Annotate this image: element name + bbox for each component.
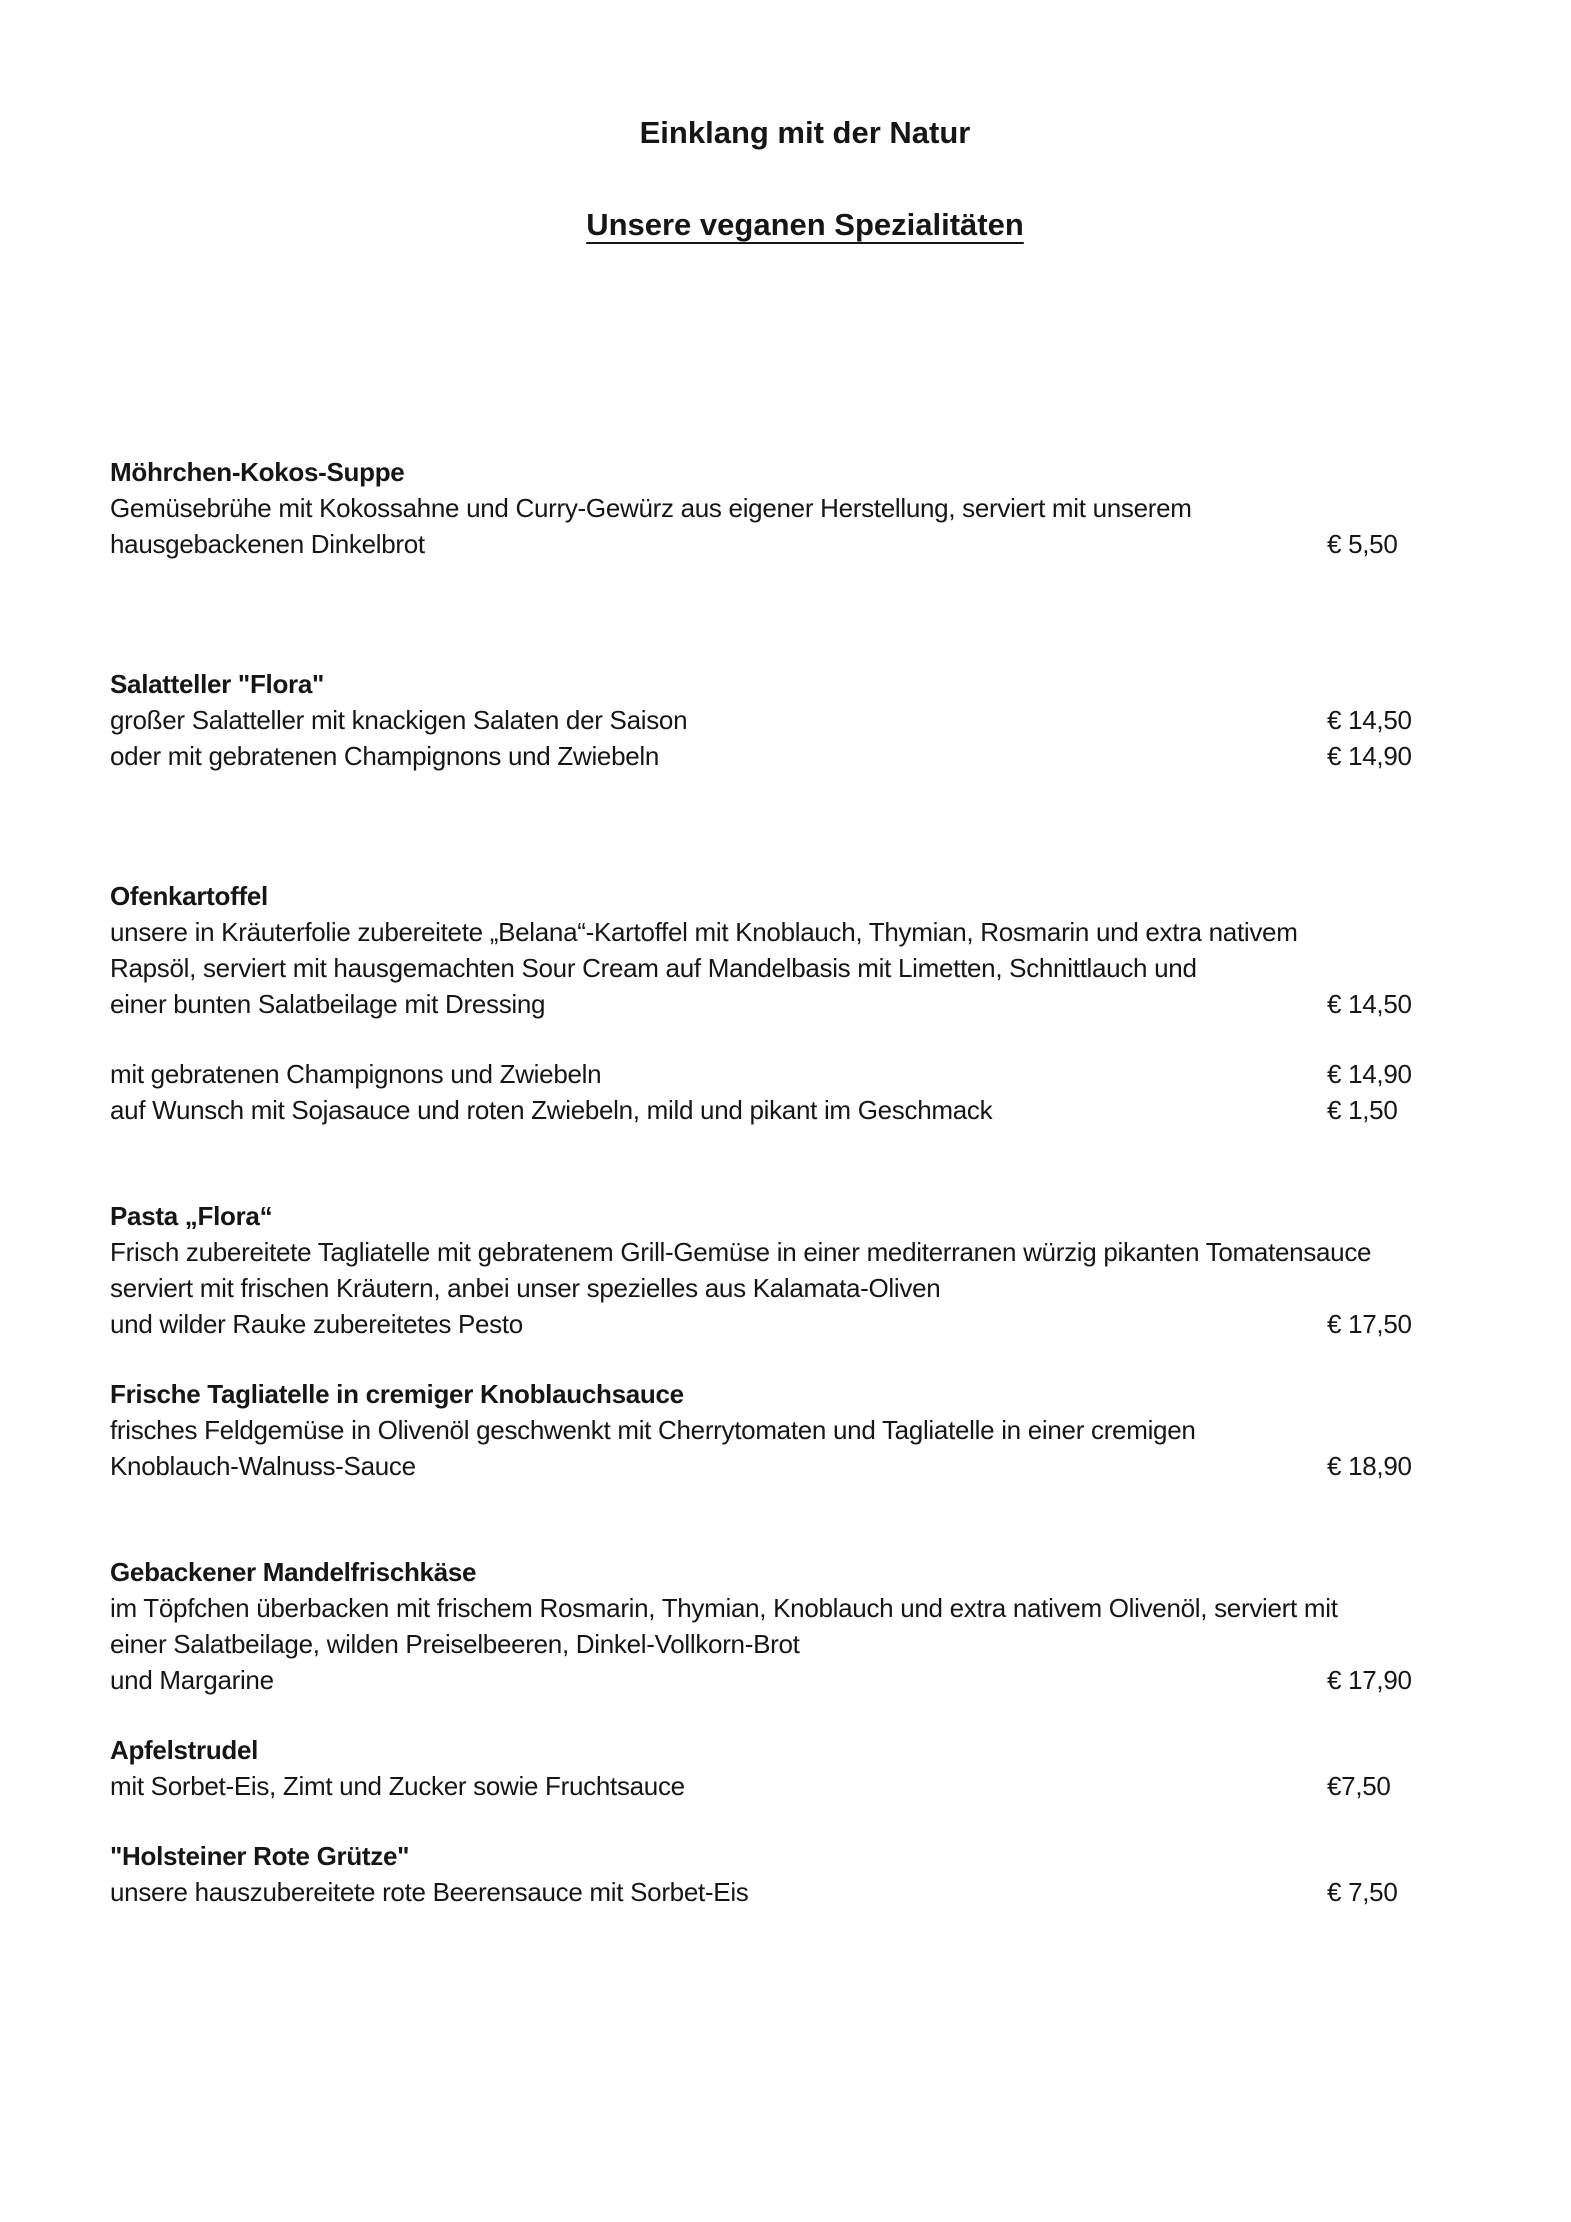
item-description-line: Knoblauch-Walnuss-Sauce	[110, 1451, 416, 1481]
item-description-line: und Margarine	[110, 1665, 274, 1695]
item-description-line: Gemüsebrühe mit Kokossahne und Curry-Gewürz aus eigener Herstellung, serviert mit unserem	[110, 493, 1192, 523]
item-price: € 1,50	[1327, 1095, 1398, 1125]
item-name: Ofenkartoffel	[110, 881, 268, 911]
item-name: Gebackener Mandelfrischkäse	[110, 1557, 477, 1587]
menu-row	[110, 1056, 1500, 1092]
menu-row	[110, 1092, 1500, 1128]
item-price: € 18,90	[1327, 1451, 1412, 1481]
menu-row	[110, 490, 1500, 526]
item-description-line: Rapsöl, serviert mit hausgemachten Sour Cream auf Mandelbasis mit Limetten, Schnittlauch und	[110, 953, 1197, 983]
item-name: Salatteller "Flora"	[110, 669, 325, 699]
menu-section-pasta-flora	[110, 1198, 1500, 1342]
menu-section-salatteller-flora	[110, 666, 1500, 774]
menu-row	[110, 1768, 1500, 1804]
menu-row	[110, 1306, 1500, 1342]
menu-section-gebackener-mandelfrischkaese	[110, 1554, 1500, 1698]
page-subtitle: Unsere veganen Spezialitäten	[586, 207, 1024, 242]
menu-row	[110, 950, 1500, 986]
item-description-line: mit gebratenen Champignons und Zwiebeln	[110, 1059, 602, 1089]
item-price: € 14,50	[1327, 989, 1412, 1019]
menu-row	[110, 914, 1500, 950]
menu-row	[110, 702, 1500, 738]
menu-row	[110, 1448, 1500, 1484]
menu-section-moehrchen-kokos-suppe	[110, 454, 1500, 562]
item-name: "Holsteiner Rote Grütze"	[110, 1841, 410, 1871]
item-price: € 14,50	[1327, 705, 1412, 735]
item-price: € 17,50	[1327, 1309, 1412, 1339]
item-description-line: hausgebackenen Dinkelbrot	[110, 529, 425, 559]
item-price: € 7,50	[1327, 1877, 1398, 1907]
item-price: €7,50	[1327, 1771, 1391, 1801]
menu-row	[110, 1234, 1500, 1270]
item-description-line: großer Salatteller mit knackigen Salaten der Saison	[110, 705, 688, 735]
menu-section-holsteiner-rote-gruetze	[110, 1838, 1500, 1910]
item-description-line: unsere hauszubereitete rote Beerensauce mit Sorbet-Eis	[110, 1877, 749, 1907]
item-name: Möhrchen-Kokos-Suppe	[110, 457, 405, 487]
menu-row	[110, 1270, 1500, 1306]
item-description-line: Frisch zubereitete Tagliatelle mit gebratenem Grill-Gemüse in einer mediterranen würzig pikanten Tomatensauce	[110, 1237, 1372, 1267]
menu-section-ofenkartoffel	[110, 878, 1500, 1022]
menu-row	[110, 526, 1500, 562]
item-description-line: und wilder Rauke zubereitetes Pesto	[110, 1309, 523, 1339]
menu-section-apfelstrudel	[110, 1732, 1500, 1804]
item-price: € 14,90	[1327, 1059, 1412, 1089]
item-description-line: im Töpfchen überbacken mit frischem Rosmarin, Thymian, Knoblauch und extra nativem Olivenöl, serviert mit	[110, 1593, 1338, 1623]
item-name: Apfelstrudel	[110, 1735, 259, 1765]
menu-section-frische-tagliatelle	[110, 1376, 1500, 1484]
item-price: € 5,50	[1327, 529, 1398, 559]
item-description-line: einer bunten Salatbeilage mit Dressing	[110, 989, 546, 1019]
menu-row	[110, 1874, 1500, 1910]
item-description-line: auf Wunsch mit Sojasauce und roten Zwiebeln, mild und pikant im Geschmack	[110, 1095, 993, 1125]
item-description-line: serviert mit frischen Kräutern, anbei unser spezielles aus Kalamata-Oliven	[110, 1273, 941, 1303]
page-title: Einklang mit der Natur	[639, 115, 971, 150]
item-description-line: unsere in Kräuterfolie zubereitete „Belana“-Kartoffel mit Knoblauch, Thymian, Rosmarin und extra nativem	[110, 917, 1298, 947]
item-description-line: oder mit gebratenen Champignons und Zwiebeln	[110, 741, 660, 771]
menu-row	[110, 1590, 1500, 1626]
item-description-line: frisches Feldgemüse in Olivenöl geschwenkt mit Cherrytomaten und Tagliatelle in einer cremigen	[110, 1415, 1196, 1445]
menu-row	[110, 1626, 1500, 1662]
item-description-line: mit Sorbet-Eis, Zimt und Zucker sowie Fruchtsauce	[110, 1771, 685, 1801]
item-price: € 17,90	[1327, 1665, 1412, 1695]
item-price: € 14,90	[1327, 741, 1412, 771]
menu-row	[110, 738, 1500, 774]
menu-section-ofenkartoffel-extras	[110, 1056, 1500, 1128]
item-description-line: einer Salatbeilage, wilden Preiselbeeren, Dinkel-Vollkorn-Brot	[110, 1629, 800, 1659]
item-name: Pasta „Flora“	[110, 1201, 273, 1231]
menu-row	[110, 1662, 1500, 1698]
menu-row	[110, 986, 1500, 1022]
menu-row	[110, 1412, 1500, 1448]
item-name: Frische Tagliatelle in cremiger Knoblauchsauce	[110, 1379, 684, 1409]
